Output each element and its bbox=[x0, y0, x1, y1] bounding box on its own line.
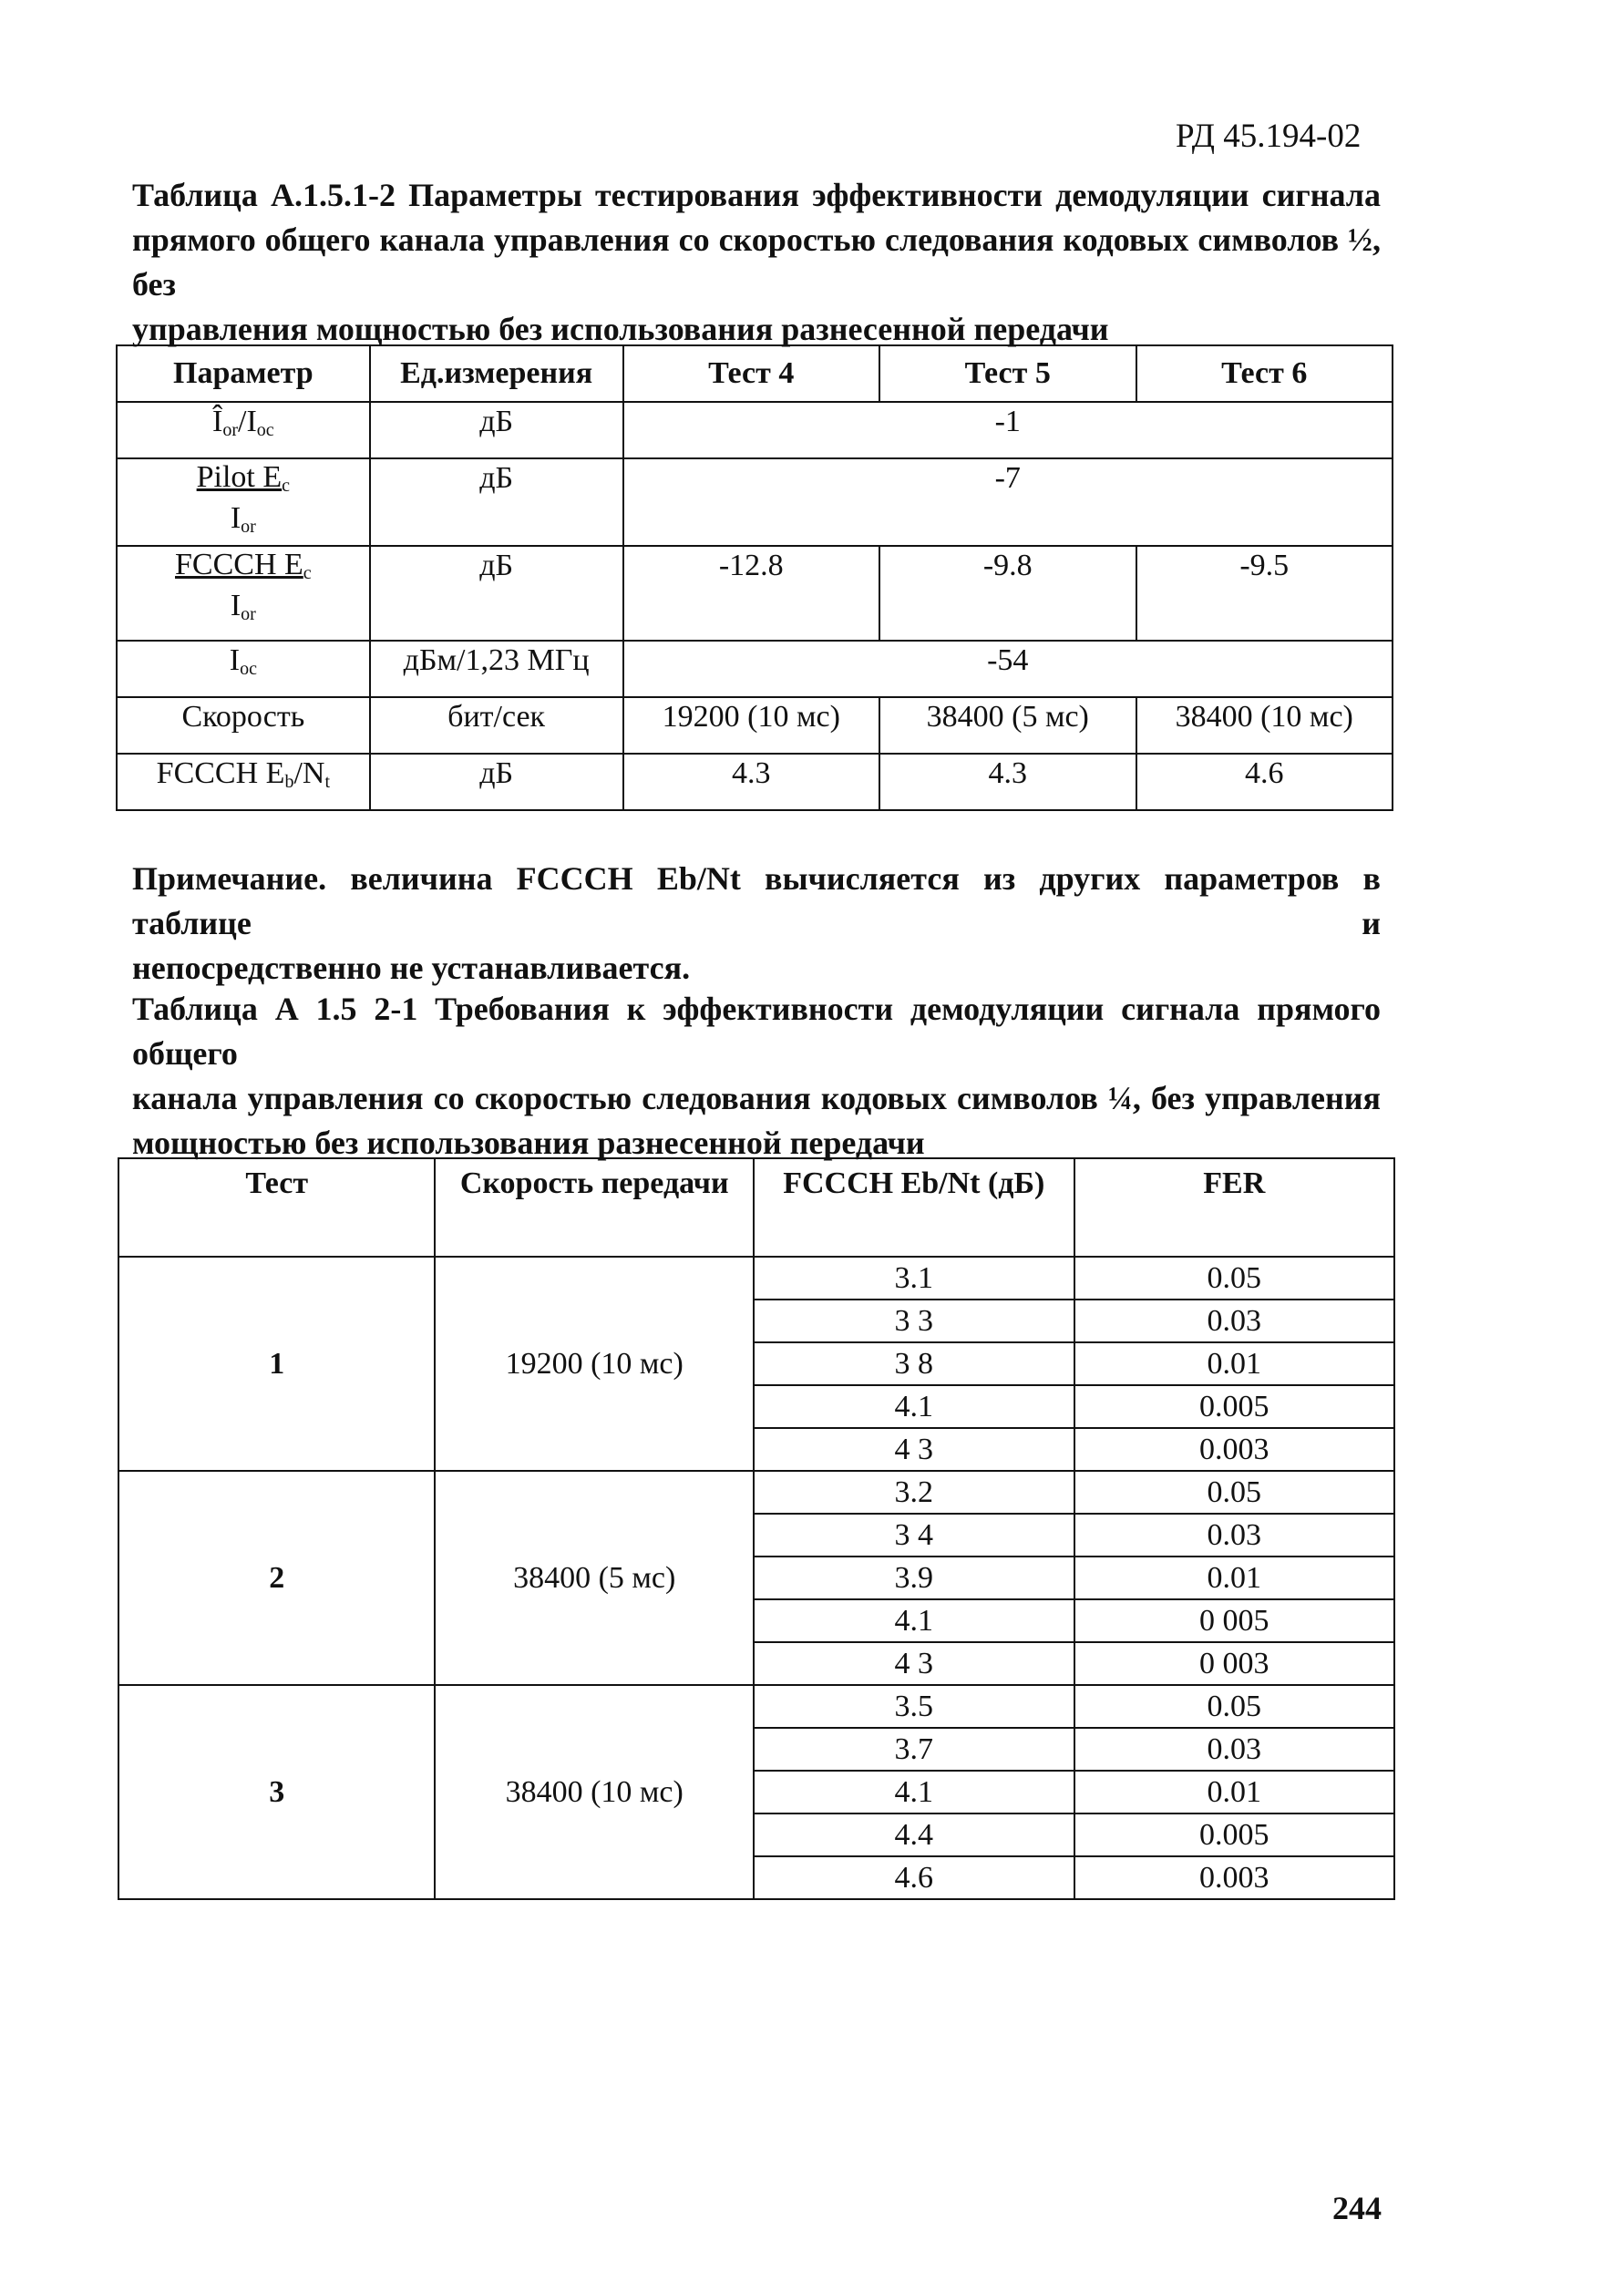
value-cell: 19200 (10 мс) bbox=[623, 697, 879, 754]
value-cell: -12.8 bbox=[623, 546, 879, 641]
unit-cell: дБ bbox=[370, 402, 623, 458]
param-ioc: $I_{oc}$ bbox=[117, 641, 370, 697]
fer-cell: 0 005 bbox=[1074, 1599, 1394, 1642]
eb-nt-cell: 3 8 bbox=[754, 1342, 1074, 1385]
doc-code: РД 45.194-02 bbox=[1176, 118, 1362, 155]
header-test5: Тест 5 bbox=[879, 345, 1136, 402]
table-header-row bbox=[118, 1158, 1394, 1257]
value-cell: 38400 (10 мс) bbox=[1136, 697, 1393, 754]
header-unit: Ед.измерения bbox=[370, 345, 623, 402]
value-cell: 4.6 bbox=[1136, 754, 1393, 810]
header-test: Тест bbox=[118, 1158, 435, 1257]
value-cell: -54 bbox=[623, 641, 1393, 697]
fer-cell: 0.005 bbox=[1074, 1813, 1394, 1856]
param-fccch-ec-ior: FCCCH $E_c$ $I_{or}$ bbox=[117, 546, 370, 641]
header-eb-nt: FCCCH Eb/Nt (дБ) bbox=[754, 1158, 1074, 1257]
header-test6: Тест 6 bbox=[1136, 345, 1393, 402]
eb-nt-cell: 3.5 bbox=[754, 1685, 1074, 1728]
table-row bbox=[118, 1471, 1394, 1514]
table-row bbox=[117, 546, 1393, 641]
table-row bbox=[117, 458, 1393, 546]
caption-line: прямого общего канала управления со скоростью следования кодовых символов ½, без bbox=[132, 221, 1381, 303]
fer-cell: 0.003 bbox=[1074, 1428, 1394, 1471]
eb-nt-cell: 4.4 bbox=[754, 1813, 1074, 1856]
value-cell: -9.8 bbox=[879, 546, 1136, 641]
speed-cell: 38400 (10 мс) bbox=[435, 1685, 754, 1899]
caption-line: канала управления со скоростью следования кодовых символов ¼, без управления bbox=[132, 1080, 1381, 1116]
eb-nt-cell: 3.2 bbox=[754, 1471, 1074, 1514]
test-parameters-table bbox=[116, 344, 1393, 811]
table-header-row bbox=[117, 345, 1393, 402]
param-pilot-ec-ior: Pilot $E_c$ $I_{or}$ bbox=[117, 458, 370, 546]
fer-cell: 0.05 bbox=[1074, 1685, 1394, 1728]
eb-nt-cell: 4.1 bbox=[754, 1771, 1074, 1813]
caption-line: управления мощностью без использования разнесенной передачи bbox=[132, 311, 1109, 347]
header-fer: FER bbox=[1074, 1158, 1394, 1257]
test-number-cell: 2 bbox=[118, 1471, 435, 1685]
eb-nt-cell: 4 3 bbox=[754, 1642, 1074, 1685]
value-cell: -9.5 bbox=[1136, 546, 1393, 641]
eb-nt-cell: 3.1 bbox=[754, 1257, 1074, 1300]
unit-cell: дБ bbox=[370, 458, 623, 546]
value-cell: 38400 (5 мс) bbox=[879, 697, 1136, 754]
unit-cell: дБ bbox=[370, 754, 623, 810]
note-line: непосредственно не устанавливается. bbox=[132, 950, 691, 986]
value-cell: -1 bbox=[623, 402, 1393, 458]
speed-cell: 19200 (10 мс) bbox=[435, 1257, 754, 1471]
unit-cell: бит/сек bbox=[370, 697, 623, 754]
fer-cell: 0.05 bbox=[1074, 1257, 1394, 1300]
caption-line: Таблица А 1.5 2-1 Требования к эффективности демодуляции сигнала прямого общего bbox=[132, 991, 1381, 1072]
eb-nt-cell: 3.9 bbox=[754, 1557, 1074, 1599]
fer-cell: 0.03 bbox=[1074, 1514, 1394, 1557]
eb-nt-cell: 4.6 bbox=[754, 1856, 1074, 1899]
param-ior-ioc: $Î_{or}/I_{oc}$ bbox=[117, 402, 370, 458]
test-number-cell: 3 bbox=[118, 1685, 435, 1899]
header-speed: Скорость передачи bbox=[435, 1158, 754, 1257]
page-number: 244 bbox=[1332, 2190, 1382, 2226]
table-body bbox=[118, 1257, 1394, 1899]
eb-nt-cell: 3 4 bbox=[754, 1514, 1074, 1557]
value-cell: 4.3 bbox=[879, 754, 1136, 810]
table-row bbox=[118, 1257, 1394, 1300]
note-line: Примечание. величина FCCCH Eb/Nt вычисляется из других параметров в таблице и bbox=[132, 860, 1381, 941]
param-eb-nt: FCCCH $E_b/N_t$ bbox=[117, 754, 370, 810]
fer-cell: 0.005 bbox=[1074, 1385, 1394, 1428]
value-cell: -7 bbox=[623, 458, 1393, 546]
table-row bbox=[117, 641, 1393, 697]
table-row bbox=[117, 402, 1393, 458]
speed-cell: 38400 (5 мс) bbox=[435, 1471, 754, 1685]
fer-cell: 0.01 bbox=[1074, 1342, 1394, 1385]
table-row bbox=[117, 754, 1393, 810]
header-parameter: Параметр bbox=[117, 345, 370, 402]
caption-line: Таблица А.1.5.1-2 Параметры тестирования эффективности демодуляции сигнала bbox=[132, 177, 1381, 213]
table1-caption bbox=[132, 173, 1381, 352]
fer-cell: 0.003 bbox=[1074, 1856, 1394, 1899]
test-number-cell: 1 bbox=[118, 1257, 435, 1471]
param-speed: Скорость bbox=[117, 697, 370, 754]
fer-cell: 0.01 bbox=[1074, 1771, 1394, 1813]
eb-nt-cell: 3 3 bbox=[754, 1300, 1074, 1342]
performance-requirements-table bbox=[118, 1157, 1395, 1900]
table2-caption bbox=[132, 987, 1381, 1166]
header-test4: Тест 4 bbox=[623, 345, 879, 402]
table-note bbox=[132, 857, 1381, 991]
eb-nt-cell: 4.1 bbox=[754, 1599, 1074, 1642]
fer-cell: 0.01 bbox=[1074, 1557, 1394, 1599]
unit-cell: дБм/1,23 МГц bbox=[370, 641, 623, 697]
table-row bbox=[117, 697, 1393, 754]
unit-cell: дБ bbox=[370, 546, 623, 641]
eb-nt-cell: 4.1 bbox=[754, 1385, 1074, 1428]
eb-nt-cell: 3.7 bbox=[754, 1728, 1074, 1771]
eb-nt-cell: 4 3 bbox=[754, 1428, 1074, 1471]
table-row bbox=[118, 1685, 1394, 1728]
fer-cell: 0.05 bbox=[1074, 1471, 1394, 1514]
fer-cell: 0.03 bbox=[1074, 1300, 1394, 1342]
caption-line: мощностью без использования разнесенной передачи bbox=[132, 1125, 925, 1161]
fer-cell: 0 003 bbox=[1074, 1642, 1394, 1685]
fer-cell: 0.03 bbox=[1074, 1728, 1394, 1771]
value-cell: 4.3 bbox=[623, 754, 879, 810]
